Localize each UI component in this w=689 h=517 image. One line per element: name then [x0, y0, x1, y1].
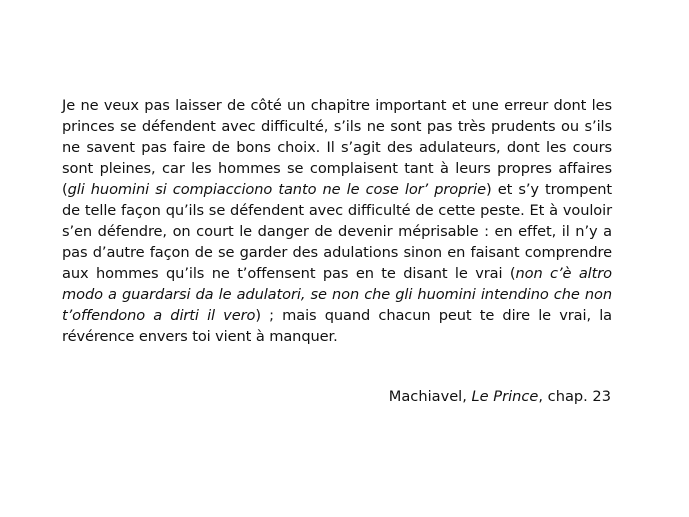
citation-work: Le Prince	[471, 388, 539, 405]
quote-paragraph	[62, 95, 612, 347]
quote-text-2: ) et s’y trompent de telle façon qu’ils se défendent avec difficulté de cette peste. Et à vouloir s’en défendre, on court le danger de devenir méprisable : en effet, il n’y a pas d’autre façon de se garder des adulations sinon en faisant comprendre aux hommes qu’ils ne t’offensent pas en te disant le vrai (	[62, 181, 613, 282]
citation-author: Machiavel,	[388, 388, 472, 405]
citation-chapter: , chap. 23	[538, 388, 611, 405]
quote-passage	[62, 95, 612, 347]
citation	[389, 386, 611, 407]
quote-italian-1: gli huomini si compiacciono tanto ne le cose lor’ proprie	[67, 181, 487, 198]
quote-text-1: Je ne veux pas laisser de côté un chapitre important et une erreur dont les princes se défendent avec difficulté, s’ils ne sont pas très prudents ou s’ils ne savent pas faire de bons choix. Il s’agit des adulateurs, dont les cours sont pleines, car les hommes se complaisent tant à leurs propres affaires (	[62, 97, 612, 198]
quote-text-3: ) ; mais quand chacun peut te dire le vrai, la révérence envers toi vient à manquer.	[62, 307, 612, 345]
quote-italian-2: non c’è altro modo a guardarsi da le adulatori, se non che gli huomini intendino che non t’offendono a dirti il vero	[62, 265, 612, 324]
